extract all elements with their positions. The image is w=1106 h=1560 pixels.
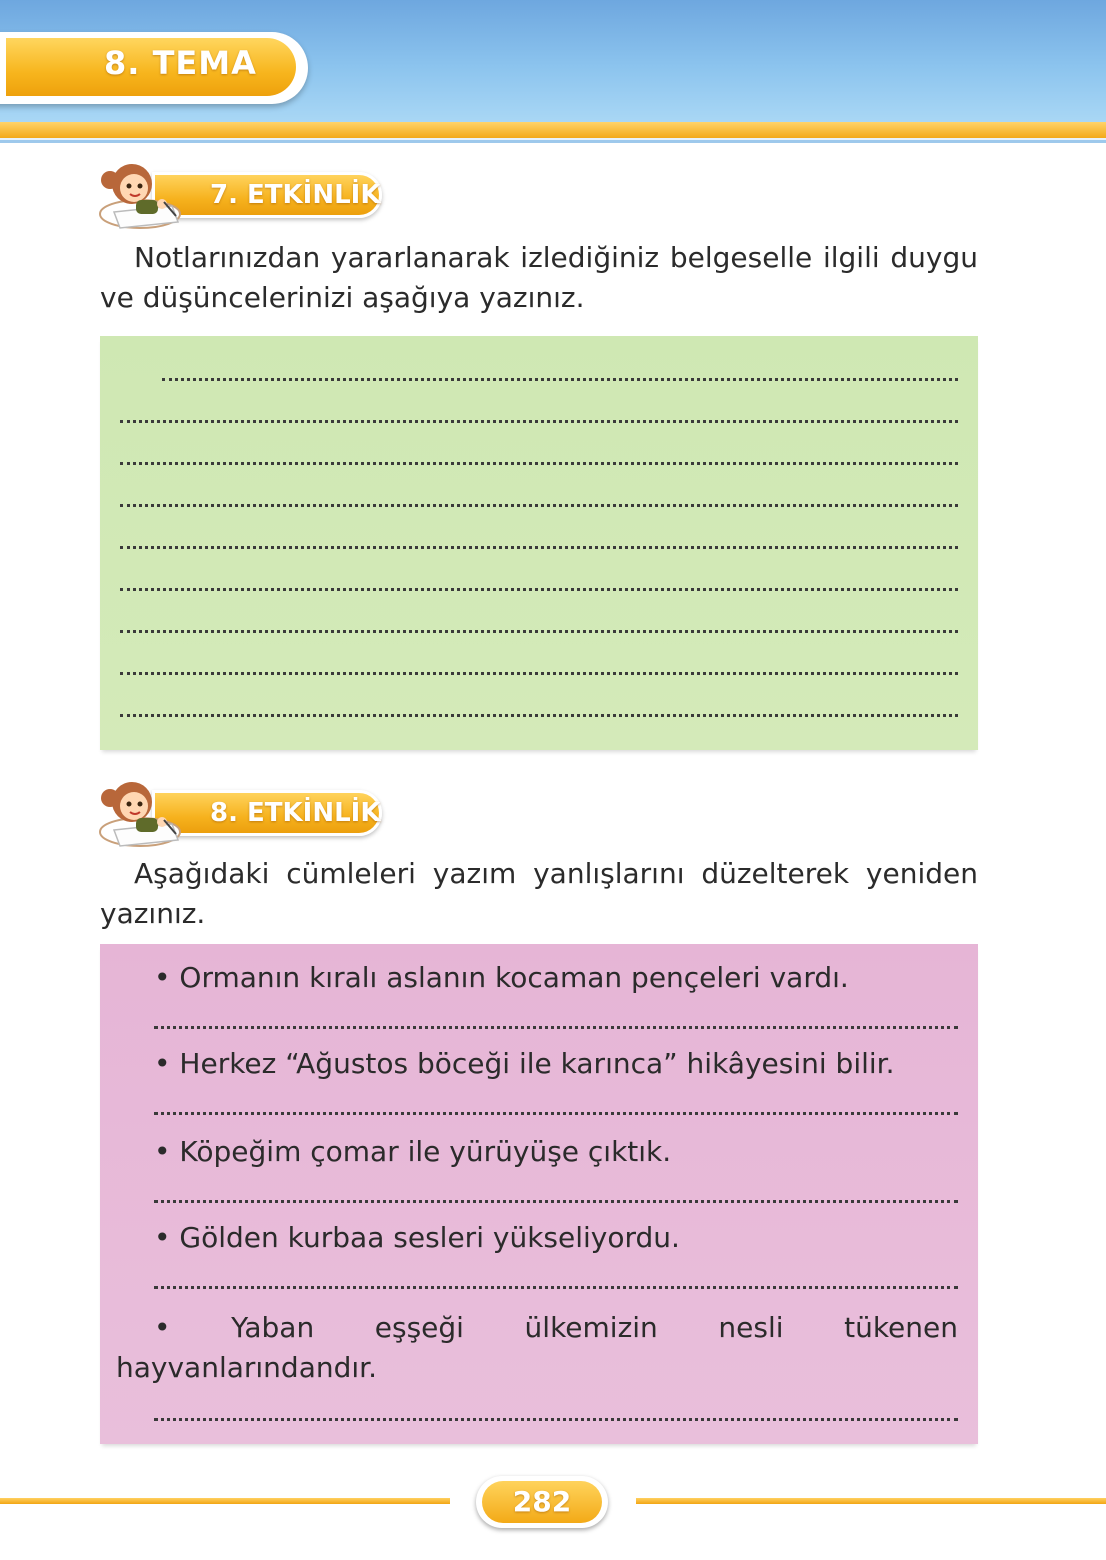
answer-line[interactable]	[120, 630, 958, 633]
activity-7-badge	[92, 170, 392, 220]
girl-writing-mascot-icon	[92, 772, 202, 852]
activity-8-sentence-area	[100, 944, 978, 1444]
answer-line[interactable]	[154, 1286, 958, 1289]
theme-label: 8. TEMA	[104, 44, 257, 82]
sentence-item: • Herkez “Ağustos böceği ile karınca” hikâyesini bilir.	[154, 1047, 895, 1080]
answer-line[interactable]	[120, 462, 958, 465]
answer-line[interactable]	[154, 1200, 958, 1203]
answer-line[interactable]	[120, 420, 958, 423]
girl-writing-mascot-icon	[92, 154, 202, 234]
answer-line[interactable]	[154, 1112, 958, 1115]
sentence-item: • Köpeğim çomar ile yürüyüşe çıktık.	[154, 1135, 672, 1168]
page-number-badge	[476, 1476, 608, 1528]
page-number: 282	[482, 1481, 602, 1523]
answer-line[interactable]	[120, 672, 958, 675]
activity-8-badge	[92, 788, 392, 838]
answer-line[interactable]	[120, 504, 958, 507]
activity-8-instruction: Aşağıdaki cümleleri yazım yanlışlarını düzelterek yeniden yazınız.	[100, 857, 978, 930]
answer-line[interactable]	[120, 546, 958, 549]
sentence-item: • Ormanın kıralı aslanın kocaman pençeleri vardı.	[154, 961, 849, 994]
answer-line[interactable]	[120, 588, 958, 591]
answer-line[interactable]	[120, 714, 958, 717]
activity-7-instruction: Notlarınızdan yararlanarak izlediğiniz belgeselle ilgili duygu ve düşüncelerinizi aşağıya yazınız.	[100, 241, 978, 314]
header-stripe	[0, 122, 1106, 140]
header-divider	[0, 140, 1106, 143]
footer-line-left	[0, 1498, 450, 1504]
answer-line[interactable]	[154, 1026, 958, 1029]
footer-line-right	[636, 1498, 1106, 1504]
activity-8-label: 8. ETKİNLİK	[210, 798, 381, 828]
answer-line[interactable]	[154, 1418, 958, 1421]
answer-line[interactable]	[162, 378, 958, 381]
activity-7-label: 7. ETKİNLİK	[210, 180, 381, 210]
sentence-item: • Gölden kurbaa sesleri yükseliyordu.	[154, 1221, 680, 1254]
sentence-item: • Yaban eşşeği ülkemizin nesli tükenen hayvanlarındandır.	[116, 1311, 958, 1384]
activity-7-answer-area[interactable]	[100, 336, 978, 750]
